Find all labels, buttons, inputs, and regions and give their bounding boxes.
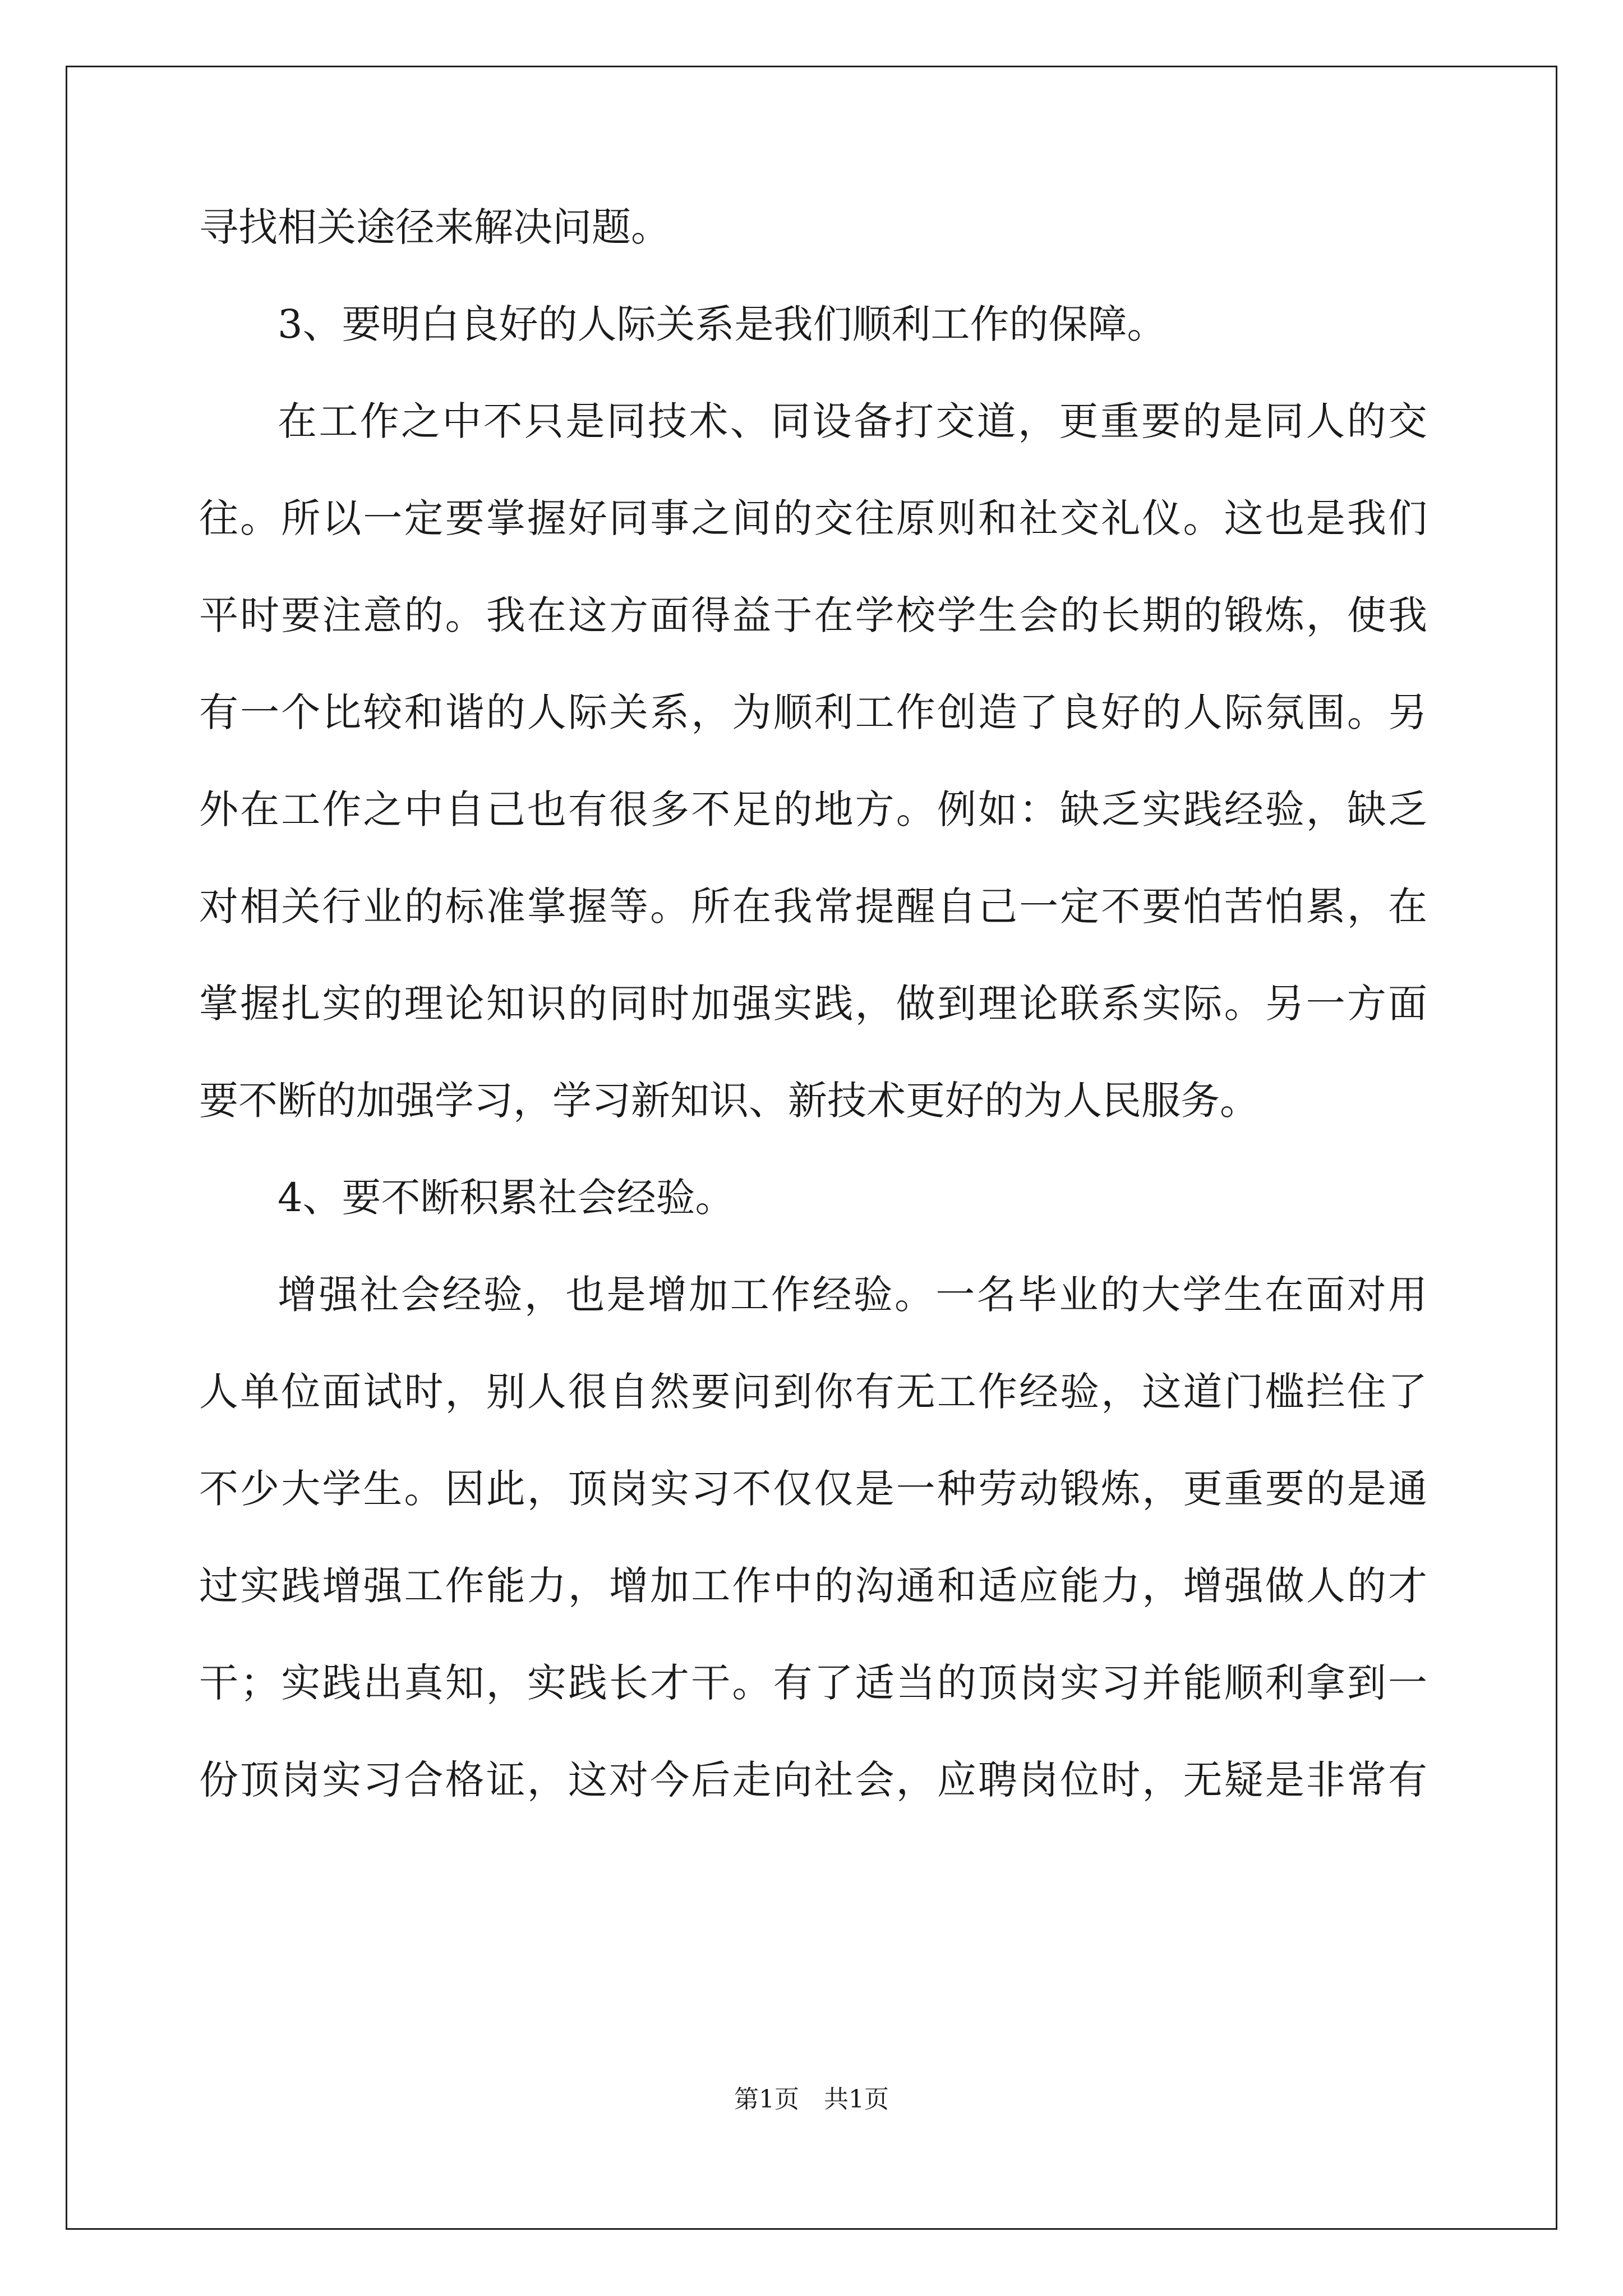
text-line: 增强社会经验，也是增加工作经验。一名毕业的大学生在面对用	[278, 1272, 1427, 1318]
text-line: 外在工作之中自己也有很多不足的地方。例如：缺乏实践经验，缺乏	[199, 786, 1427, 832]
text-line: 在工作之中不只是同技术、同设备打交道，更重要的是同人的交	[278, 398, 1427, 444]
text-line: 不少大学生。因此，顶岗实习不仅仅是一种劳动锻炼，更重要的是通	[199, 1466, 1427, 1512]
page-number-footer: 第1页 共1页	[734, 2085, 889, 2114]
text-line: 干；实践出真知，实践长才干。有了适当的顶岗实习并能顺利拿到一	[199, 1660, 1427, 1706]
list-heading-4: 4、要不断积累社会经验。	[278, 1175, 735, 1221]
text-line: 要不断的加强学习，学习新知识、新技术更好的为人民服务。	[199, 1078, 1259, 1124]
text-line: 过实践增强工作能力，增加工作中的沟通和适应能力，增强做人的才	[199, 1563, 1427, 1609]
text-line: 份顶岗实习合格证，这对今后走向社会，应聘岗位时，无疑是非常有	[199, 1757, 1427, 1803]
text-line: 掌握扎实的理论知识的同时加强实践，做到理论联系实际。另一方面	[199, 981, 1427, 1027]
document-body	[199, 204, 1427, 1857]
text-line: 人单位面试时，别人很自然要问到你有无工作经验，这道门槛拦住了	[199, 1369, 1427, 1415]
text-line: 对相关行业的标准掌握等。所在我常提醒自己一定不要怕苦怕累，在	[199, 884, 1427, 930]
list-heading-3: 3、要明白良好的人际关系是我们顺利工作的保障。	[278, 301, 1166, 347]
text-line: 寻找相关途径来解决问题。	[199, 204, 670, 250]
text-line: 平时要注意的。我在这方面得益于在学校学生会的长期的锻炼，使我	[199, 592, 1427, 638]
text-line: 往。所以一定要掌握好同事之间的交往原则和社交礼仪。这也是我们	[199, 495, 1427, 541]
text-line: 有一个比较和谐的人际关系，为顺利工作创造了良好的人际氛围。另	[199, 689, 1427, 735]
